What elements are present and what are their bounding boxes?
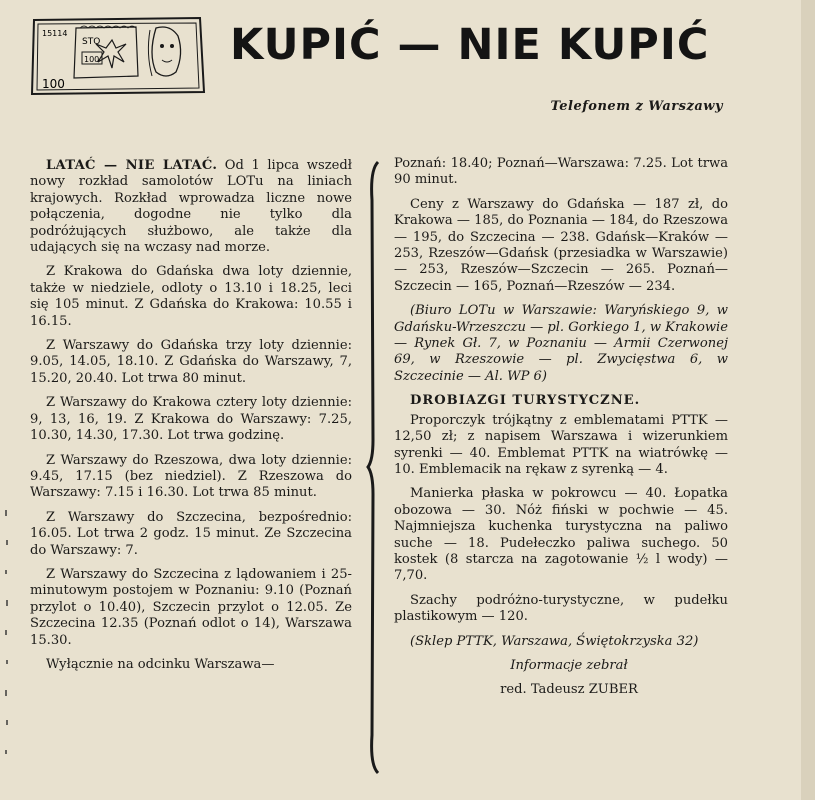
header-sketch-illustration [28,14,206,96]
sketch-label-stamp: 100 [84,55,100,64]
section-heading: DROBIAZGI TURYSTYCZNE. [410,393,641,409]
paragraph: Wyłącznie na odcinku Warszawa— [46,656,275,672]
paragraph-text: Od 1 lipca wszedł nowy rozkład samolotów LOTu na liniach krajowych. Rozkład wprowadza liczne nowe połączenia, dogodne nie tylko dla podróżujących służbowo, ale także dla udających się na wczasy nad morze. [30,158,352,256]
paragraph-address: (Biuro LOTu w Warszawie: Waryńskiego 9, w Gdańsku-Wrzeszczu — pl. Gorkiego 1, w Krakowie — Rynek Gł. 7, w Poznaniu — Armii Czerwonej 69, w Rzeszowie — pl. Zwycięstwa 6, w Szczecinie — Al. WP 6) [394,303,728,384]
page-title: KUPIĆ — NIE KUPIĆ [230,20,710,70]
paragraph: Z Warszawy do Szczecina z lądowaniem i 25-minutowym postojem w Poznaniu: 9.10 (Poznań przylot o 10.40), Szczecin przylot o 12.05. Ze Szczecina 12.35 (Poznań odlot o 14), Warszawa 15.30. [30,566,352,648]
page-edge-marks [2,500,12,770]
paragraph: Z Warszawy do Rzeszowa, dwa loty dziennie: 9.45, 17.15 (bez niedziel). Z Rzeszowa do Warszawy: 7.15 i 16.30. Lot trwa 85 minut. [30,452,352,501]
paragraph: Proporczyk trójkątny z emblematami PTTK — 12,50 zł; z napisem Warszawa i wizerunkiem syrenki — 40. Emblemat PTTK na wiatrówkę — 10. Emblemacik na rękaw z syrenką — 4. [394,412,728,477]
paragraph: Z Warszawy do Krakowa cztery loty dziennie: 9, 13, 16, 19. Z Krakowa do Warszawy: 7.25, 10.30, 14.30, 17.30. Lot trwa godzinę. [30,395,352,444]
sketch-label-stamp-number: 15114 [42,29,68,38]
byline: Telefonem z Warszawy [550,99,723,114]
sketch-label-value: 100 [42,77,65,91]
paragraph: Szachy podróżno-turystyczne, w pudełku plastikowym — 120. [394,592,728,625]
page-right-margin [801,0,815,800]
section-lead: LATAĆ — NIE LATAĆ. [46,158,218,173]
right-column [394,156,728,706]
paragraph: Manierka płaska w pokrowcu — 40. Łopatka obozowa — 30. Nóż fiński w pochwie — 45. Najmniejsza kuchenka turystyczna na paliwo suche — 18. Pudełeczko paliwa suchego. 50 kostek (8 starcza na zagotowanie ½ l wody) — 7,70. [394,486,728,584]
signature-name: red. Tadeusz ZUBER [500,681,638,697]
paragraph: Poznań: 18.40; Poznań—Warszawa: 7.25. Lot trwa 90 minut. [394,156,728,188]
paragraph: Ceny z Warszawy do Gdańska — 187 zł, do Krakowa — 185, do Poznania — 184, do Rzeszowa — 195, do Szczecina — 238. Gdańsk—Kraków — 253, Rzeszów—Gdańsk (przesiadka w Warszawie) — 253, Rzeszów—Szczecin — 265. Poznań—Szczecin — 165, Poznań—Rzeszów — 234. [394,196,728,294]
paragraph [30,158,352,256]
signature-label: Informacje zebrał [510,657,628,673]
paragraph-address: (Sklep PTTK, Warszawa, Świętokrzyska 32) [410,633,699,649]
left-column [30,158,352,681]
paragraph: Z Warszawy do Szczecina, bezpośrednio: 16.05. Lot trwa 2 godz. 15 minut. Ze Szczecina do Warszawy: 7. [30,509,352,558]
paragraph: Z Warszawy do Gdańska trzy loty dziennie: 9.05, 14.05, 18.10. Z Gdańska do Warszawy, 7, 15.20, 20.40. Lot trwa 80 minut. [30,338,352,386]
paragraph: Z Krakowa do Gdańska dwa loty dziennie, także w niedziele, odloty o 13.10 i 18.25, leci się 105 minut. Z Gdańska do Krakowa: 10.55 i 16.15. [30,264,352,329]
column-divider-brace [366,160,382,775]
sketch-label-sto: STO [82,37,101,47]
